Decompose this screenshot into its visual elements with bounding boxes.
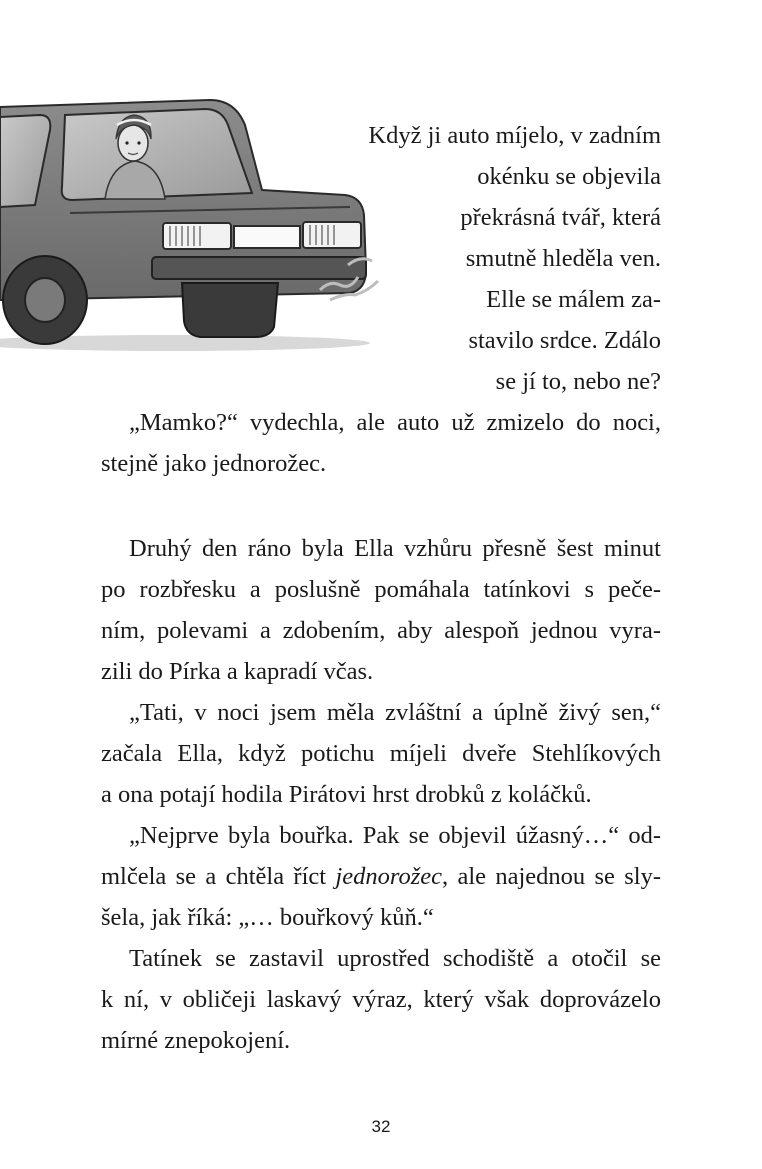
text-line: Elle se málem za-	[486, 286, 661, 313]
text-line	[101, 865, 661, 890]
text-line: začala Ella, když potichu míjeli dveře Stehlíkových	[101, 740, 661, 767]
text-line: k ní, v obličeji laskavý výraz, který však doprovázelo	[101, 986, 661, 1013]
text-line: se jí to, nebo ne?	[495, 368, 661, 395]
text-line: „Mamko?“ vydechla, ale auto už zmizelo do noci,	[129, 409, 661, 436]
text-line: překrásná tvář, která	[460, 204, 661, 231]
text-span: , ale najednou se sly-	[442, 863, 661, 890]
text-line: „Tati, v noci jsem měla zvláštní a úplně živý sen,“	[129, 699, 661, 726]
text-line: okénku se objevila	[477, 163, 661, 190]
text-line: po rozbřesku a poslušně pomáhala tatínkovi s peče-	[101, 576, 661, 603]
text-line: a ona potají hodila Pirátovi hrst drobků z koláčků.	[101, 781, 592, 808]
text-line: šela, jak říká: „… bouřkový kůň.“	[101, 904, 434, 931]
text-line: „Nejprve byla bouřka. Pak se objevil úžasný…“ od-	[129, 822, 661, 849]
italic-word: jednorožec	[335, 863, 442, 890]
text-span: mlčela se a chtěla říct	[101, 863, 336, 890]
text-line: smutně hleděla ven.	[465, 245, 661, 272]
text-line: Druhý den ráno byla Ella vzhůru přesně šest minut	[129, 535, 661, 562]
text-line: mírné znepokojení.	[101, 1027, 291, 1054]
text-line: Když ji auto míjelo, v zadním	[368, 122, 661, 149]
page-number: 32	[371, 1117, 391, 1136]
text-line: stejně jako jednorožec.	[101, 450, 327, 477]
text-line: ním, polevami a zdobením, aby alespoň jednou vyra-	[101, 617, 661, 644]
text-line: Tatínek se zastavil uprostřed schodiště a otočil se	[129, 945, 661, 972]
text-line: zili do Pírka a kapradí včas.	[101, 658, 374, 685]
text-line: stavilo srdce. Zdálo	[468, 327, 661, 354]
car-illustration	[0, 95, 380, 360]
